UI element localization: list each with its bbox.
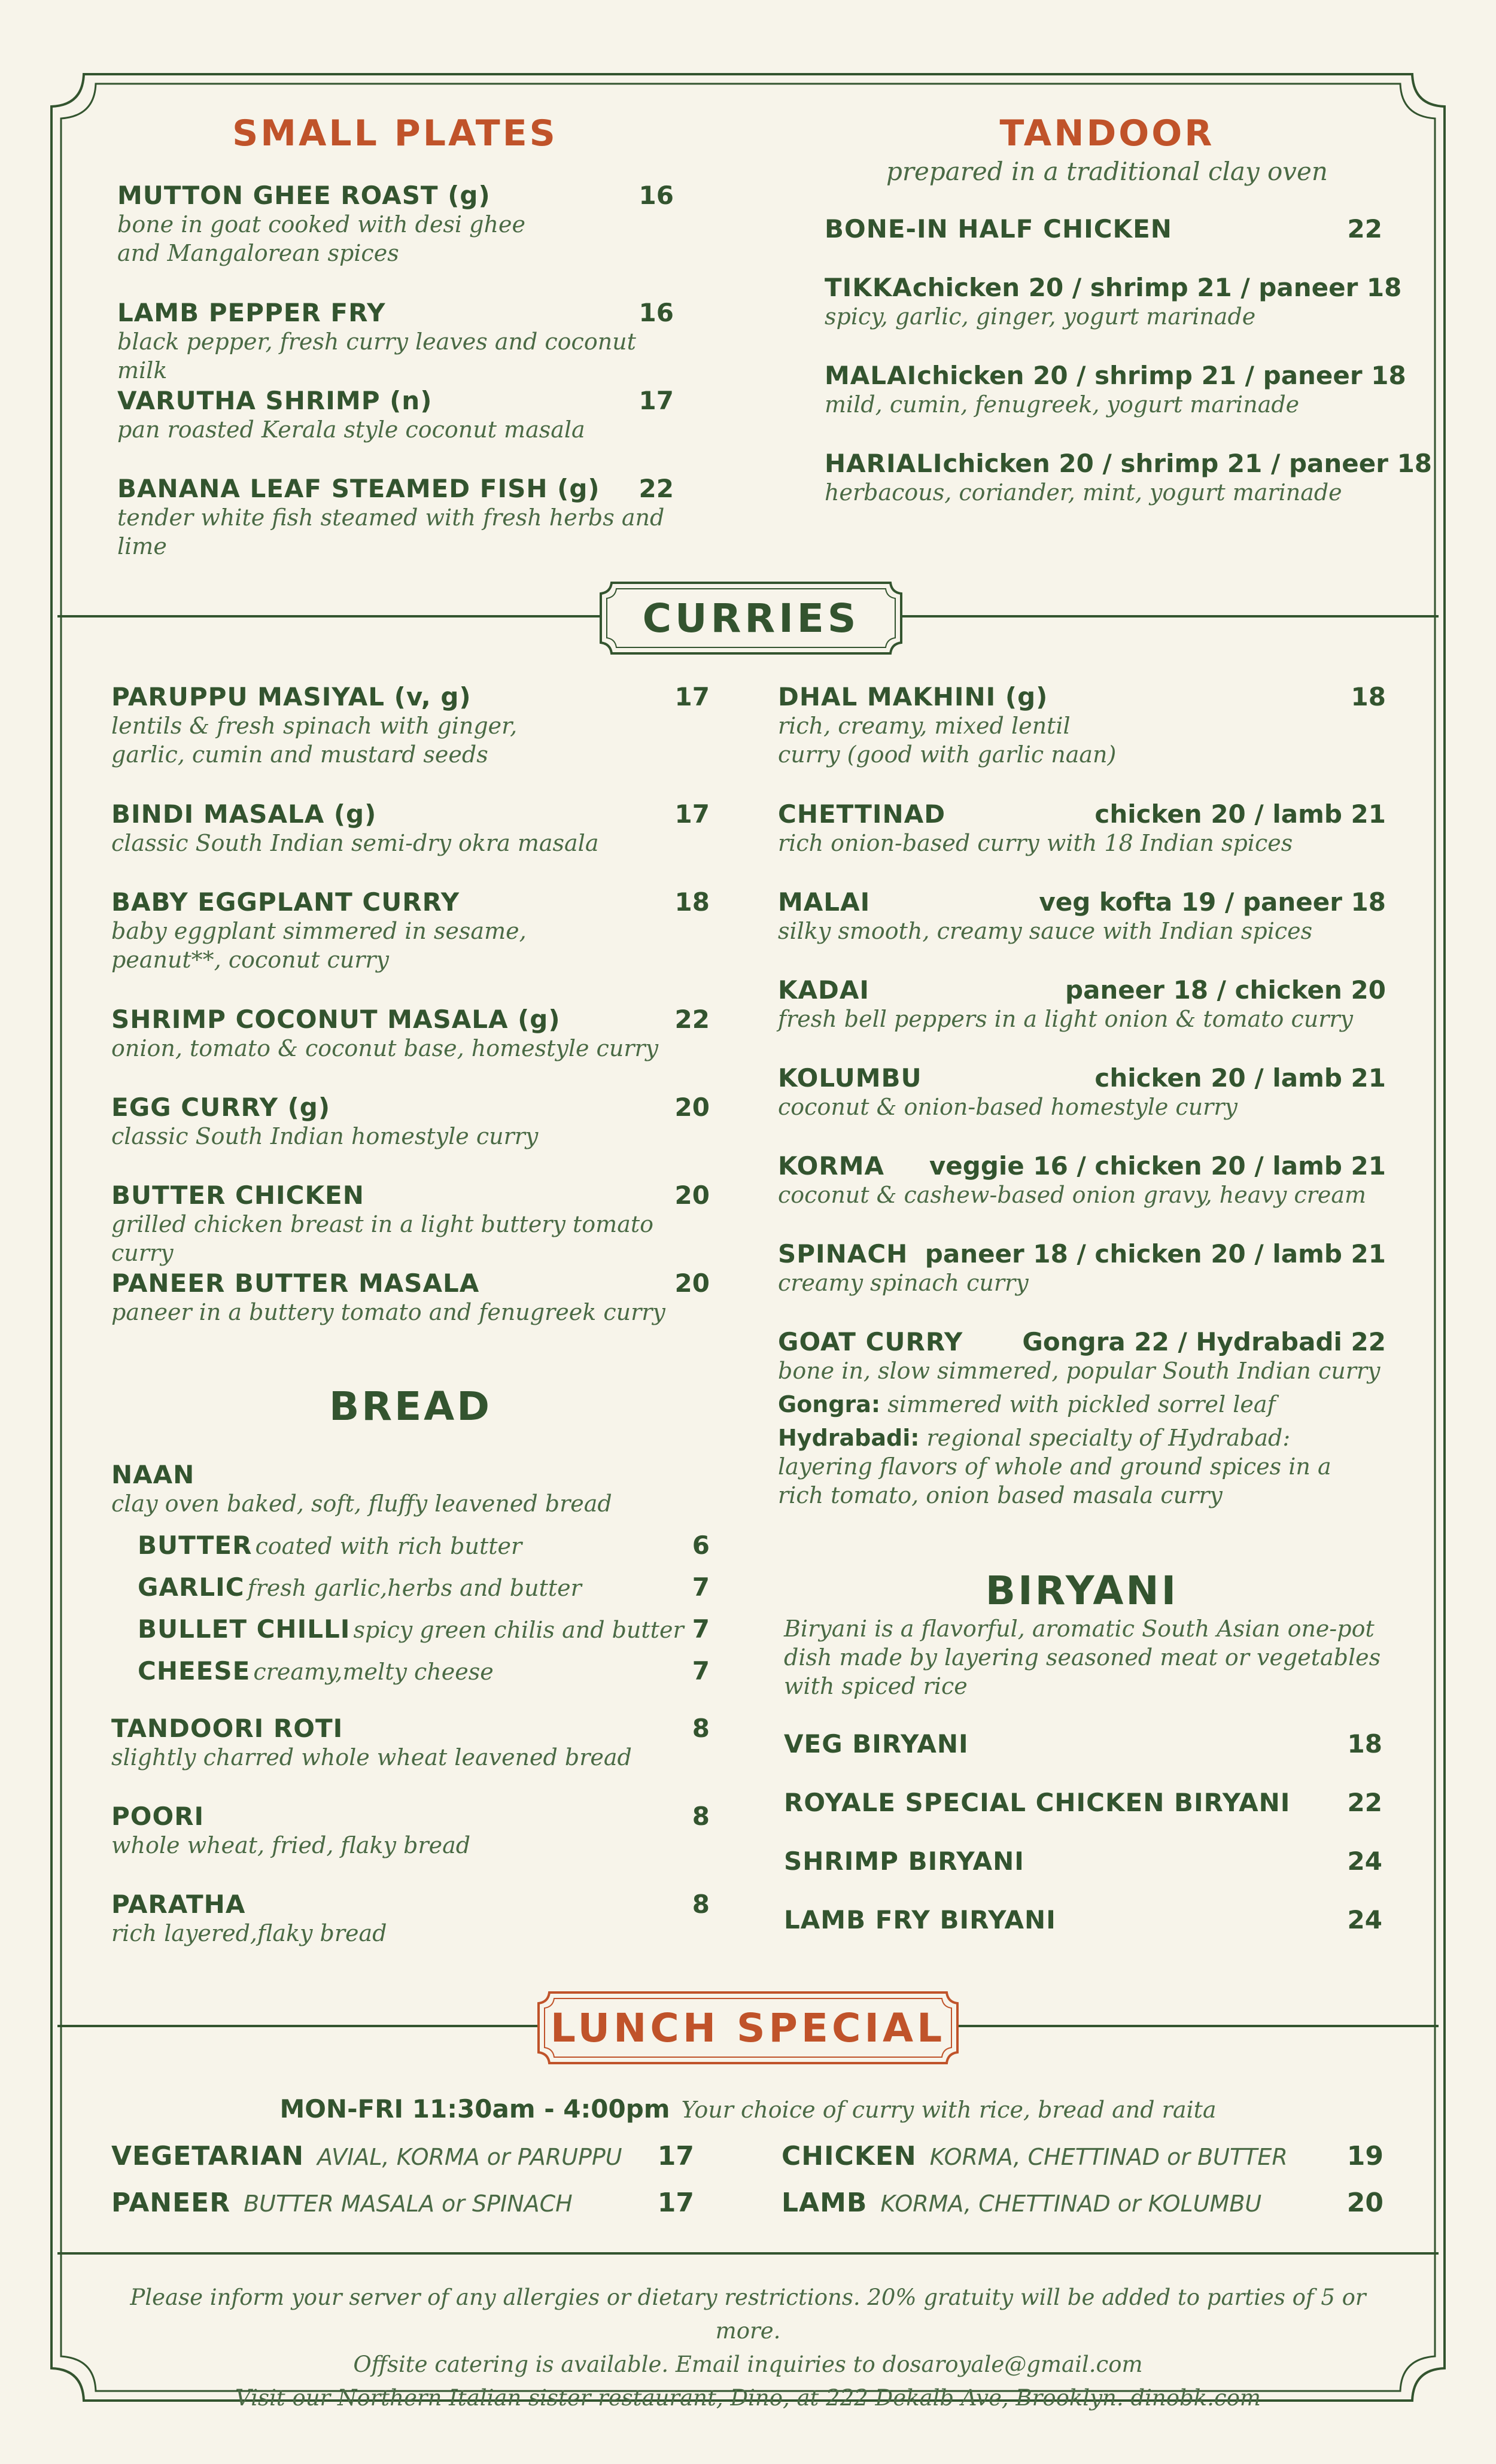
naan-options bbox=[138, 1531, 710, 1698]
bread-item bbox=[111, 1714, 710, 1772]
item-price: 16 bbox=[638, 298, 674, 327]
tandoor-item bbox=[825, 214, 1382, 244]
tandoor-item bbox=[825, 361, 1406, 419]
item-price: 20 bbox=[674, 1181, 710, 1210]
small-plate-item bbox=[117, 474, 674, 561]
item-name: MALAI bbox=[825, 361, 917, 390]
bread-naan bbox=[111, 1460, 710, 1518]
item-desc: coconut & onion-based homestyle curry bbox=[778, 1094, 1237, 1120]
item-name: BUTTER CHICKEN bbox=[111, 1181, 364, 1210]
item-name: TIKKA bbox=[825, 273, 913, 302]
biryani-title: BIRYANI bbox=[985, 1568, 1179, 1614]
item-price: 8 bbox=[692, 1802, 710, 1831]
lunch-item-price: 17 bbox=[657, 2188, 694, 2218]
biryani-item bbox=[784, 1729, 1382, 1759]
lunch-item-price: 19 bbox=[1346, 2141, 1384, 2171]
goat-note-text: regional specialty of Hydrabad: layering flavors of whole and ground spices in a rich tomato, onion based masala curry bbox=[778, 1425, 1331, 1508]
item-desc: herbacous, coriander, mint, yogurt marinade bbox=[825, 479, 1342, 506]
item-desc: whole wheat, fried, flaky bread bbox=[111, 1832, 471, 1858]
item-desc: bone in, slow simmered, popular South Indian curry bbox=[778, 1358, 1381, 1384]
curry-item bbox=[111, 1268, 710, 1327]
item-price: chicken 20 / lamb 21 bbox=[1094, 799, 1386, 829]
item-name: VARUTHA SHRIMP (n) bbox=[117, 386, 433, 415]
item-price: chicken 20 / shrimp 21 / paneer 18 bbox=[942, 449, 1433, 478]
curry-item bbox=[778, 1151, 1386, 1209]
lunch-item-desc: AVIAL, KORMA or PARUPPU bbox=[317, 2144, 622, 2170]
item-price: 22 bbox=[674, 1005, 710, 1034]
curry-item bbox=[778, 1063, 1386, 1121]
item-desc: clay oven baked, soft, fluffy leavened bread bbox=[111, 1490, 612, 1517]
item-name: SHRIMP COCONUT MASALA (g) bbox=[111, 1005, 561, 1034]
naan-option-desc: coated with rich butter bbox=[255, 1533, 522, 1559]
item-name: PARUPPU MASIYAL (v, g) bbox=[111, 682, 472, 711]
lunch-item bbox=[782, 2141, 1384, 2171]
footer-sister-restaurant: Visit our Northern Italian sister restaurant, Dino, at 222 Dekalb Ave, Brooklyn. dinobk.com bbox=[235, 2385, 1261, 2411]
footer-catering-note: Offsite catering is available. Email inquiries to dosaroyale@gmail.com bbox=[353, 2352, 1143, 2377]
goat-note-hydrabadi bbox=[778, 1423, 1376, 1510]
curries-badge bbox=[598, 580, 904, 656]
item-name: PARATHA bbox=[111, 1890, 246, 1919]
lunch-item bbox=[782, 2188, 1384, 2218]
curry-item bbox=[111, 799, 710, 857]
lunch-item-desc: KORMA, CHETTINAD or BUTTER bbox=[929, 2144, 1288, 2170]
lunch-item-name: CHICKEN bbox=[782, 2141, 917, 2171]
item-name: SPINACH bbox=[778, 1239, 908, 1268]
item-desc: creamy spinach curry bbox=[778, 1270, 1029, 1296]
item-price: 17 bbox=[674, 682, 710, 711]
naan-option-desc: creamy,melty cheese bbox=[253, 1659, 494, 1685]
goat-note-text: simmered with pickled sorrel leaf bbox=[887, 1391, 1276, 1417]
lunch-item-name: LAMB bbox=[782, 2188, 868, 2218]
lunch-item-price: 17 bbox=[657, 2141, 694, 2171]
naan-option-price: 7 bbox=[692, 1656, 710, 1686]
item-desc: paneer in a buttery tomato and fenugreek curry bbox=[111, 1299, 665, 1325]
curry-item bbox=[778, 975, 1386, 1033]
item-desc: silky smooth, creamy sauce with Indian spices bbox=[778, 918, 1313, 944]
item-desc: grilled chicken breast in a light buttery tomato curry bbox=[111, 1211, 654, 1266]
item-desc: rich onion-based curry with 18 Indian spices bbox=[778, 830, 1293, 856]
curry-item bbox=[778, 799, 1386, 857]
biryani-desc bbox=[784, 1614, 1382, 1701]
naan-option-name: GARLIC bbox=[138, 1572, 245, 1602]
tandoor-item bbox=[825, 449, 1433, 507]
naan-option-price: 6 bbox=[692, 1531, 710, 1560]
item-name: POORI bbox=[111, 1802, 205, 1831]
item-name: ROYALE SPECIAL CHICKEN BIRYANI bbox=[784, 1788, 1291, 1817]
item-desc: classic South Indian semi-dry okra masala bbox=[111, 830, 599, 856]
curry-item bbox=[111, 887, 710, 974]
item-desc: lentils & fresh spinach with ginger, garlic, cumin and mustard seeds bbox=[111, 713, 518, 768]
item-desc: classic South Indian homestyle curry bbox=[111, 1123, 539, 1149]
lunch-hours-row bbox=[108, 2094, 1388, 2124]
item-name: GOAT CURRY bbox=[778, 1327, 963, 1356]
goat-note-gongra bbox=[778, 1390, 1386, 1419]
lunch-item-name: PANEER bbox=[111, 2188, 231, 2218]
item-price: 8 bbox=[692, 1890, 710, 1919]
item-name: VEG BIRYANI bbox=[784, 1729, 969, 1759]
item-price: 22 bbox=[638, 474, 674, 503]
small-plate-item bbox=[117, 386, 674, 444]
item-desc: fresh bell peppers in a light onion & tomato curry bbox=[778, 1006, 1354, 1032]
item-price: veg kofta 19 / paneer 18 bbox=[1039, 887, 1386, 917]
lunch-item-desc: KORMA, CHETTINAD or KOLUMBU bbox=[880, 2191, 1262, 2217]
item-name: LAMB PEPPER FRY bbox=[117, 298, 386, 327]
tandoor-item bbox=[825, 273, 1402, 331]
item-desc: black pepper, fresh curry leaves and coconut milk bbox=[117, 328, 636, 384]
lunch-item-name: VEGETARIAN bbox=[111, 2141, 305, 2171]
biryani-item bbox=[784, 1788, 1382, 1817]
item-price: 18 bbox=[1347, 1729, 1382, 1759]
curry-item bbox=[778, 1239, 1386, 1297]
item-name: DHAL MAKHINI (g) bbox=[778, 682, 1048, 711]
item-price: paneer 18 / chicken 20 / lamb 21 bbox=[925, 1239, 1386, 1268]
item-desc: spicy, garlic, ginger, yogurt marinade bbox=[825, 303, 1256, 330]
naan-option-name: BUTTER bbox=[138, 1531, 253, 1560]
biryani-item bbox=[784, 1905, 1382, 1934]
curry-item bbox=[111, 1005, 710, 1063]
item-desc: slightly charred whole wheat leavened bread bbox=[111, 1744, 632, 1771]
item-price: 18 bbox=[674, 887, 710, 917]
item-price: 8 bbox=[692, 1714, 710, 1743]
lunch-item bbox=[111, 2141, 694, 2171]
naan-option bbox=[138, 1614, 710, 1656]
tandoor-subtitle: prepared in a traditional clay oven bbox=[886, 157, 1328, 186]
item-price: 17 bbox=[674, 799, 710, 829]
item-name: SHRIMP BIRYANI bbox=[784, 1847, 1024, 1876]
item-name: EGG CURRY (g) bbox=[111, 1093, 331, 1122]
footer bbox=[108, 2281, 1388, 2415]
item-price: paneer 18 / chicken 20 bbox=[1065, 975, 1386, 1005]
naan-option-price: 7 bbox=[692, 1614, 710, 1644]
curries-title: CURRIES bbox=[642, 595, 860, 641]
tandoor-title: TANDOOR bbox=[999, 112, 1215, 154]
item-desc: onion, tomato & coconut base, homestyle curry bbox=[111, 1035, 659, 1061]
item-price: 18 bbox=[1351, 682, 1386, 711]
item-name: PANEER BUTTER MASALA bbox=[111, 1268, 480, 1298]
item-name: TANDOORI ROTI bbox=[111, 1714, 343, 1743]
lunch-hours-desc: Your choice of curry with rice, bread and raita bbox=[681, 2097, 1217, 2123]
curry-item bbox=[778, 682, 1386, 769]
item-desc: mild, cumin, fenugreek, yogurt marinade bbox=[825, 391, 1300, 418]
item-price: 24 bbox=[1347, 1847, 1382, 1876]
curry-item bbox=[111, 1181, 710, 1267]
item-desc: tender white fish steamed with fresh herbs and lime bbox=[117, 504, 665, 559]
lunch-special-badge bbox=[536, 1990, 960, 2065]
biryani-desc-text: Biryani is a flavorful, aromatic South Asian one-pot dish made by layering seasoned meat or vegetables with spiced rice bbox=[784, 1616, 1381, 1699]
naan-option bbox=[138, 1531, 710, 1572]
item-price: 22 bbox=[1347, 214, 1382, 244]
item-desc: coconut & cashew-based onion gravy, heavy cream bbox=[778, 1182, 1367, 1208]
footer-allergy-note: Please inform your server of any allergies or dietary restrictions. 20% gratuity will be added to parties of 5 or more. bbox=[130, 2284, 1366, 2344]
bread-item bbox=[111, 1890, 710, 1948]
biryani-item bbox=[784, 1847, 1382, 1876]
item-name: HARIALI bbox=[825, 449, 943, 478]
curry-item bbox=[111, 682, 710, 769]
item-price: 20 bbox=[674, 1268, 710, 1298]
goat-note-label: Hydrabadi: bbox=[778, 1425, 920, 1451]
item-desc: rich layered,flaky bread bbox=[111, 1920, 387, 1946]
item-desc: rich, creamy, mixed lentil curry (good with garlic naan) bbox=[778, 713, 1117, 768]
naan-option bbox=[138, 1656, 710, 1698]
item-price: 20 bbox=[674, 1093, 710, 1122]
small-plate-item bbox=[117, 298, 674, 385]
lunch-item-desc: BUTTER MASALA or SPINACH bbox=[244, 2191, 573, 2217]
bread-item bbox=[111, 1802, 710, 1860]
lunch-hours: MON-FRI 11:30am - 4:00pm bbox=[279, 2094, 670, 2124]
item-name: KOLUMBU bbox=[778, 1063, 922, 1093]
bread-title: BREAD bbox=[329, 1383, 492, 1429]
item-price: 24 bbox=[1347, 1905, 1382, 1934]
naan-option-desc: spicy green chilis and butter bbox=[353, 1617, 684, 1643]
item-price: chicken 20 / shrimp 21 / paneer 18 bbox=[917, 361, 1406, 390]
item-price: veggie 16 / chicken 20 / lamb 21 bbox=[929, 1151, 1386, 1181]
item-price: 22 bbox=[1347, 1788, 1382, 1817]
item-price: Gongra 22 / Hydrabadi 22 bbox=[1022, 1327, 1386, 1356]
item-name: BONE-IN HALF CHICKEN bbox=[825, 214, 1172, 244]
naan-option-name: BULLET CHILLI bbox=[138, 1614, 351, 1644]
item-name: NAAN bbox=[111, 1460, 195, 1489]
lunch-special-title: LUNCH SPECIAL bbox=[550, 2004, 946, 2051]
curry-item bbox=[778, 1327, 1386, 1510]
item-name: BINDI MASALA (g) bbox=[111, 799, 377, 829]
item-price: 17 bbox=[638, 386, 674, 415]
item-name: BANANA LEAF STEAMED FISH (g) bbox=[117, 474, 600, 503]
naan-option-price: 7 bbox=[692, 1572, 710, 1602]
item-name: LAMB FRY BIRYANI bbox=[784, 1905, 1056, 1934]
item-desc: baby eggplant simmered in sesame, peanut**, coconut curry bbox=[111, 918, 527, 973]
lunch-item-price: 20 bbox=[1346, 2188, 1384, 2218]
small-plates-title: SMALL PLATES bbox=[232, 112, 558, 154]
item-price: chicken 20 / lamb 21 bbox=[1094, 1063, 1386, 1093]
item-desc: bone in goat cooked with desi ghee and Mangalorean spices bbox=[117, 211, 525, 266]
item-price: chicken 20 / shrimp 21 / paneer 18 bbox=[912, 273, 1402, 302]
item-name: MUTTON GHEE ROAST (g) bbox=[117, 181, 491, 210]
item-name: KADAI bbox=[778, 975, 870, 1005]
curry-item bbox=[778, 887, 1386, 945]
item-name: MALAI bbox=[778, 887, 871, 917]
item-name: BABY EGGPLANT CURRY bbox=[111, 887, 460, 917]
naan-option-desc: fresh garlic,herbs and butter bbox=[247, 1575, 582, 1601]
lunch-item bbox=[111, 2188, 694, 2218]
goat-note-label: Gongra: bbox=[778, 1391, 881, 1417]
item-name: CHETTINAD bbox=[778, 799, 946, 829]
naan-option-name: CHEESE bbox=[138, 1656, 251, 1686]
naan-option bbox=[138, 1572, 710, 1614]
item-desc: pan roasted Kerala style coconut masala bbox=[117, 416, 585, 443]
curry-item bbox=[111, 1093, 710, 1151]
item-name: KORMA bbox=[778, 1151, 885, 1181]
item-price: 16 bbox=[638, 181, 674, 210]
small-plate-item bbox=[117, 181, 674, 267]
